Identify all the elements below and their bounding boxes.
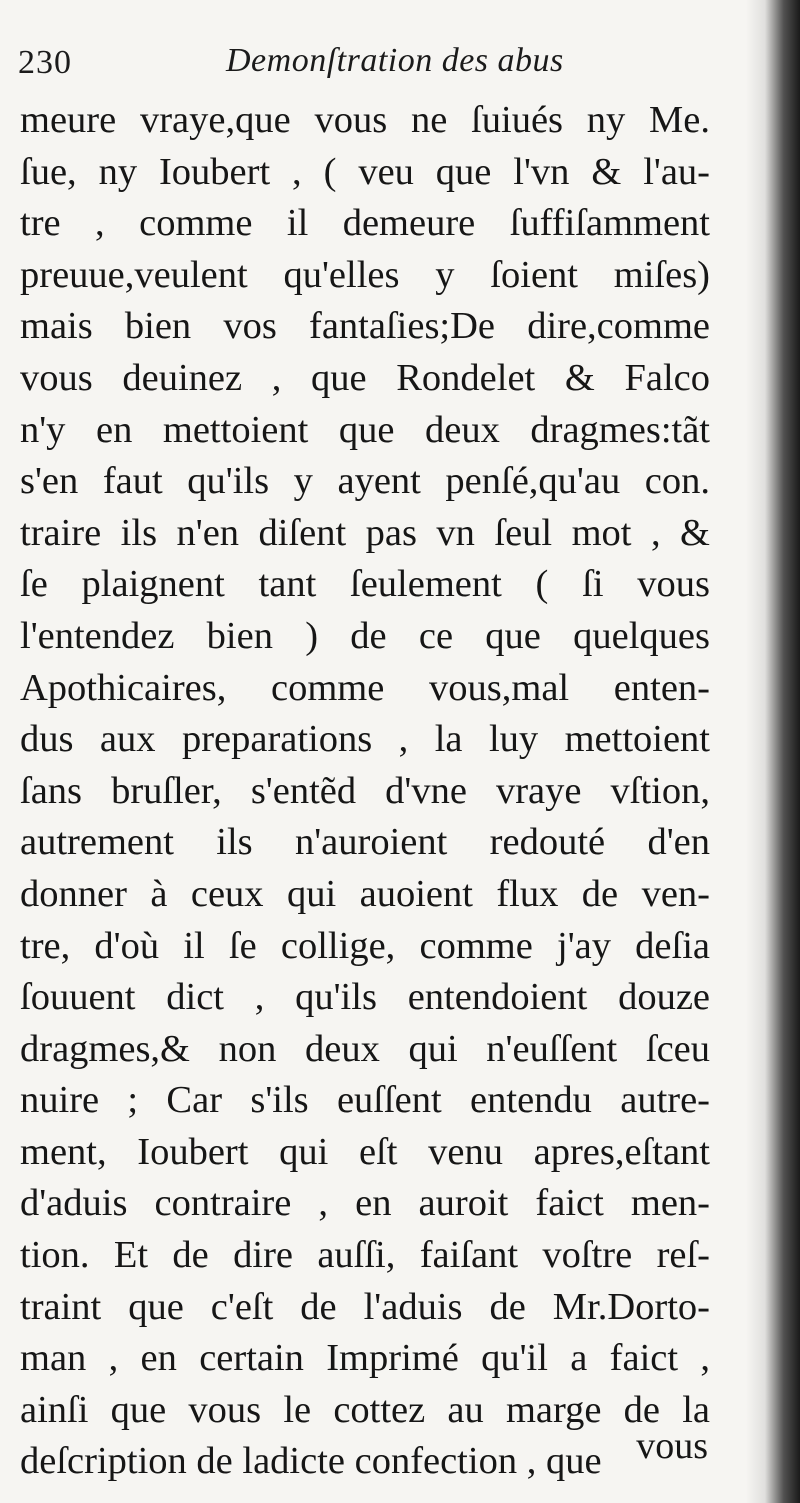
text-line: man , en certain Imprimé qu'il a faict ,: [20, 1337, 710, 1380]
text-line: preuue,veulent qu'elles y ſoient miſes): [20, 253, 710, 296]
page-header: [18, 42, 598, 92]
text-line: donner à ceux qui auoient flux de ven-: [20, 872, 710, 915]
catchword: vous: [636, 1425, 708, 1467]
text-line: ment, Ioubert qui eſt venu apres,eſtant: [20, 1130, 710, 1173]
text-line: ſans bruſler, s'entẽd d'vne vraye vſtion,: [20, 769, 710, 812]
text-line: tion. Et de dire auſſi, faiſant voſtre reſ-: [20, 1234, 710, 1277]
text-line: traint que c'eſt de l'aduis de Mr.Dorto-: [20, 1285, 710, 1328]
text-line: s'en faut qu'ils y ayent penſé,qu'au con.: [20, 460, 710, 503]
text-line: ſe plaignent tant ſeulement ( ſi vous: [20, 563, 710, 606]
text-line: n'y en mettoient que deux dragmes:tãt: [20, 408, 710, 451]
text-line: tre , comme il demeure ſuffiſamment: [20, 202, 710, 245]
page-gutter-shadow: [746, 0, 800, 1503]
text-line: meure vraye,que vous ne ſuiués ny Me.: [20, 99, 710, 141]
text-line: d'aduis contraire , en auroit faict men-: [20, 1182, 710, 1225]
text-line: dus aux preparations , la luy mettoient: [20, 718, 710, 761]
text-line: ſue, ny Ioubert , ( veu que l'vn & l'au-: [20, 150, 710, 193]
page-number: 230: [18, 44, 72, 81]
text-line: deſcription de ladicte confection , que: [20, 1440, 602, 1483]
text-line: ſouuent dict , qu'ils entendoient douze: [20, 976, 710, 1019]
text-line: mais bien vos fantaſies;De dire,comme: [20, 305, 710, 348]
text-line: tre, d'où il ſe collige, comme j'ay deſia: [20, 924, 710, 967]
text-line: traire ils n'en diſent pas vn ſeul mot , &: [20, 511, 710, 554]
text-line: Apothicaires, comme vous,mal enten-: [20, 666, 710, 709]
text-line: l'entendez bien ) de ce que quelques: [20, 614, 710, 657]
text-line: ainſi que vous le cottez au marge de la: [20, 1388, 710, 1431]
text-line: nuire ; Car s'ils euſſent entendu autre-: [20, 1079, 710, 1122]
text-line: vous deuinez , que Rondelet & Falco: [20, 356, 710, 399]
text-line: dragmes,& non deux qui n'euſſent ſceu: [20, 1027, 710, 1070]
text-line: autrement ils n'auroient redouté d'en: [20, 821, 710, 864]
running-head: Demonſtration des abus: [226, 42, 564, 79]
body-text: [20, 95, 710, 1488]
